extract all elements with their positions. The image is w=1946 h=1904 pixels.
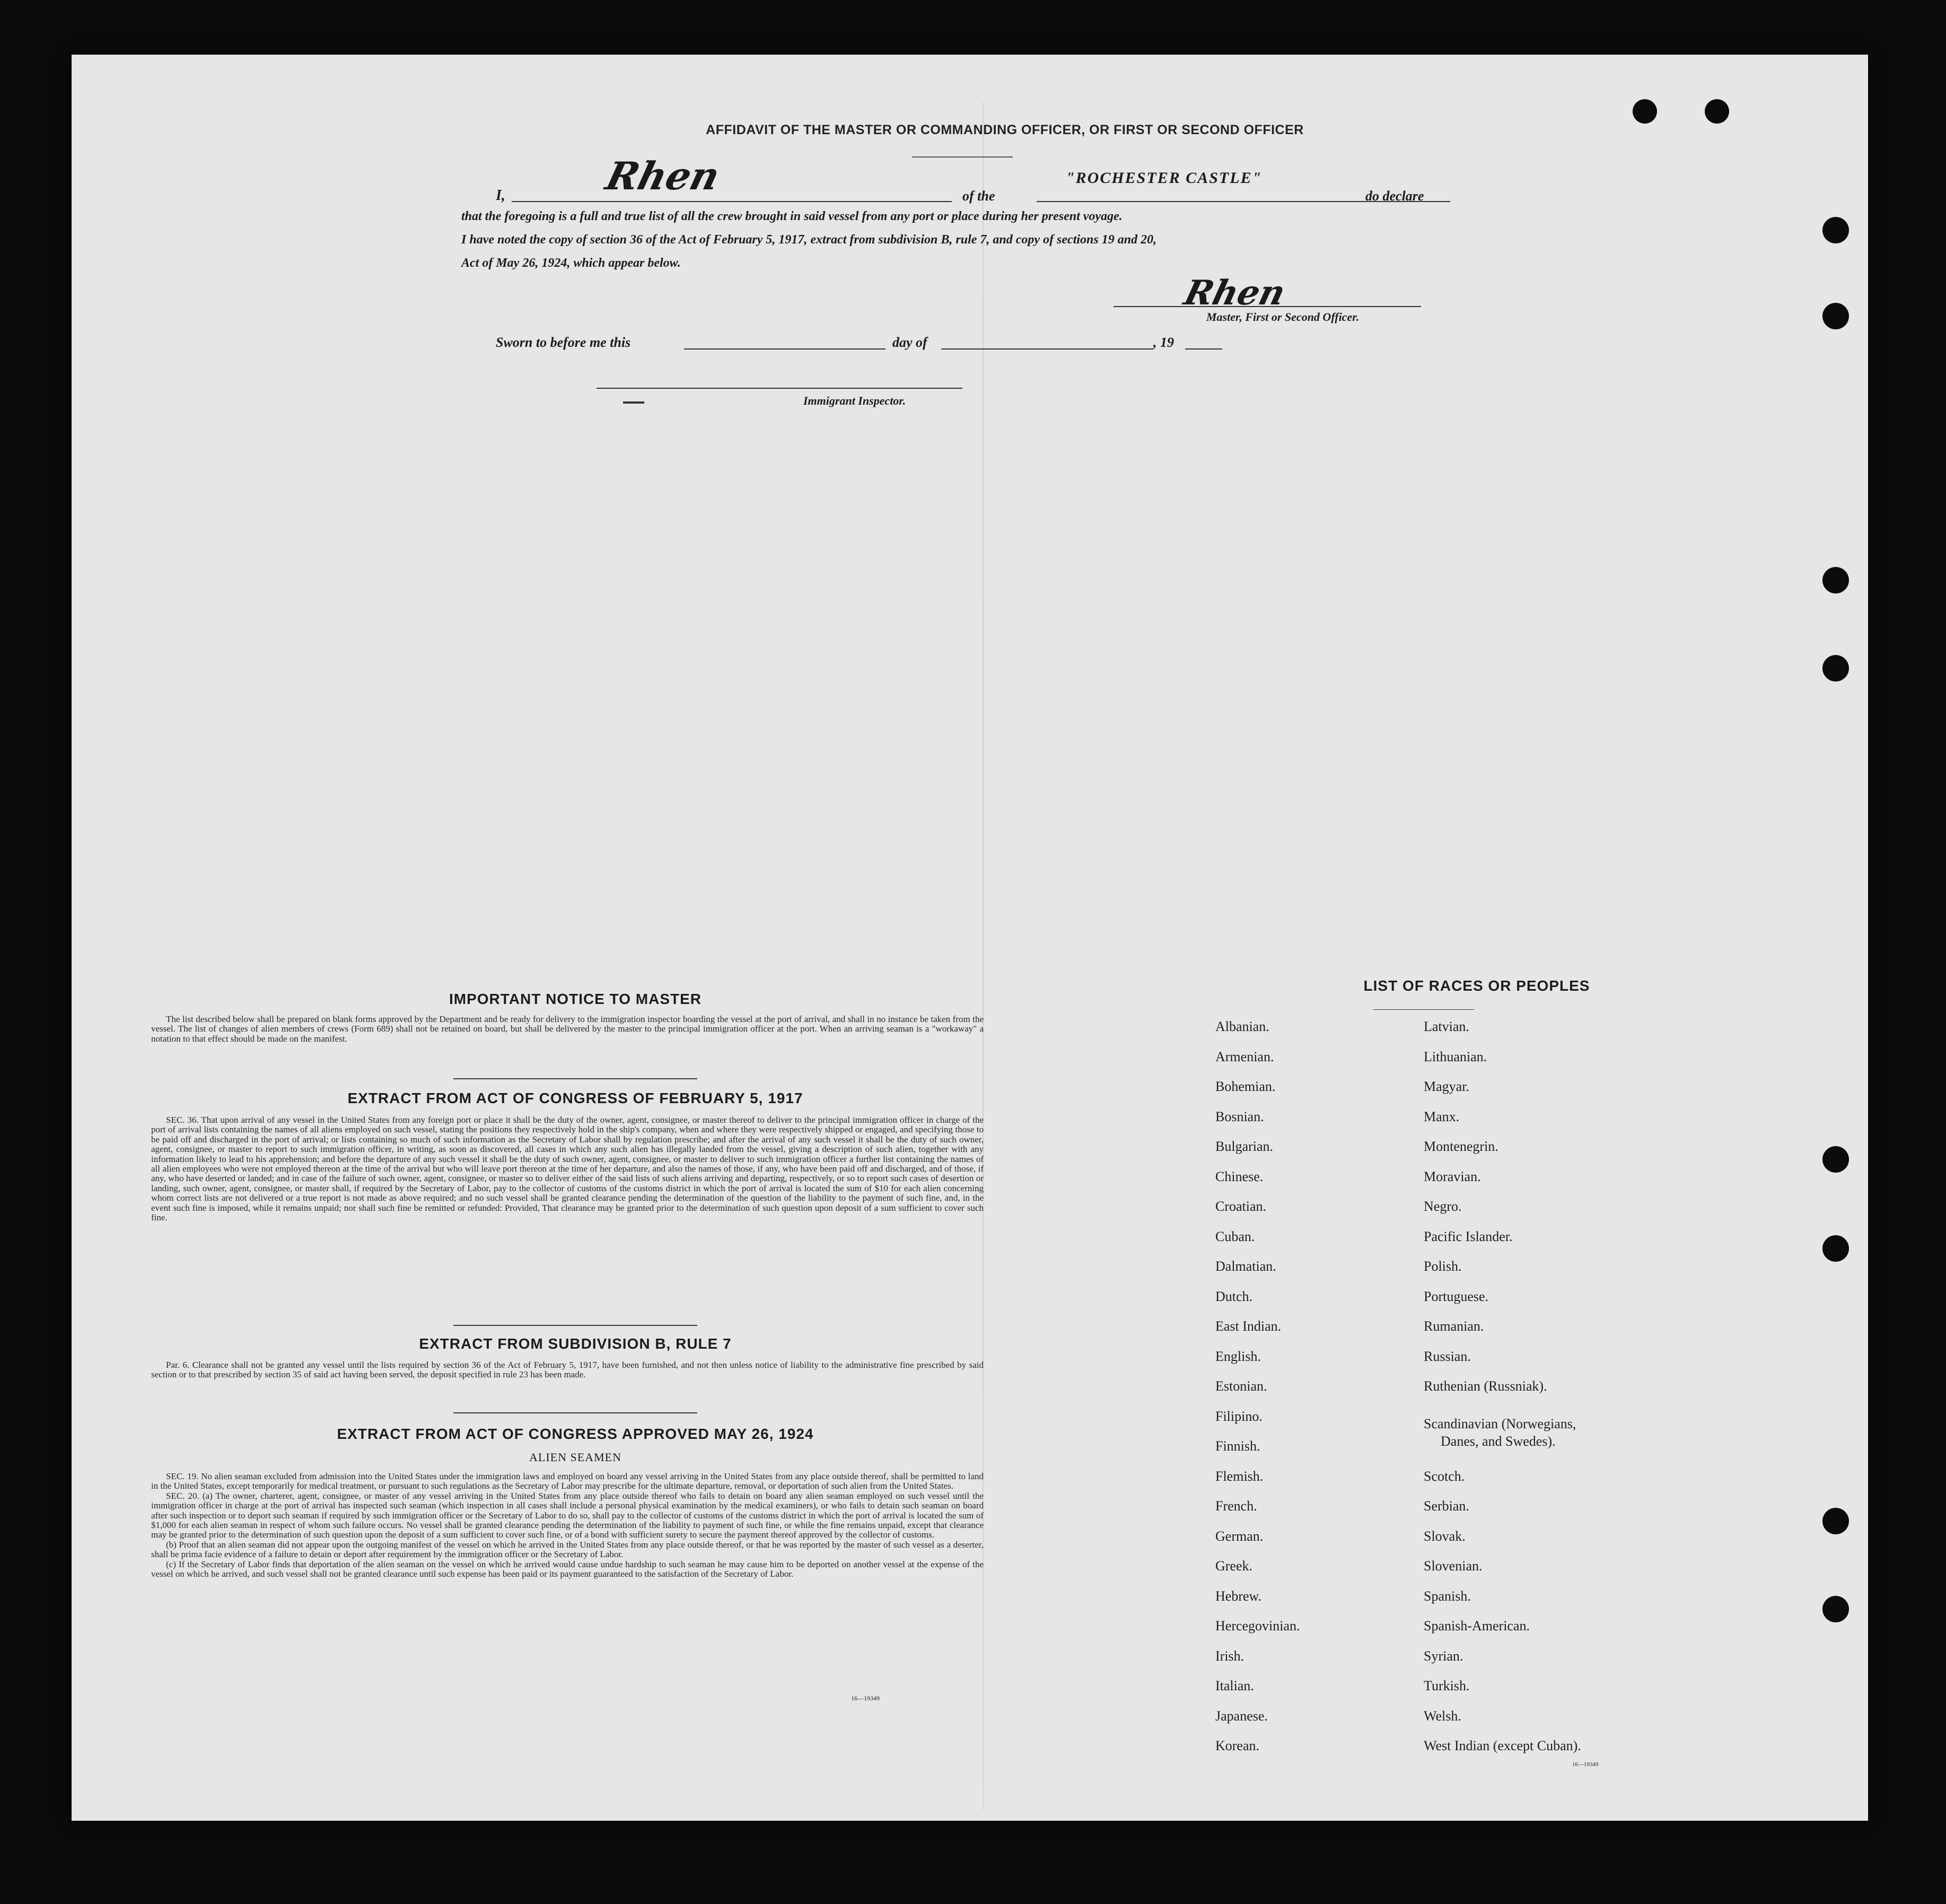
punch-hole <box>1822 1596 1849 1622</box>
race-item: Hebrew. <box>1215 1588 1262 1604</box>
race-item: Filipino. <box>1215 1408 1263 1424</box>
sworn-year-line <box>1185 348 1222 350</box>
divider <box>453 1412 697 1413</box>
race-item: Polish. <box>1424 1259 1462 1274</box>
race-item: Korean. <box>1215 1738 1260 1753</box>
inspector-mark <box>623 401 644 404</box>
of-the-label: of the <box>962 188 995 204</box>
race-item: Greek. <box>1215 1558 1253 1574</box>
race-item: Lithuanian. <box>1424 1049 1487 1064</box>
race-item: Bosnian. <box>1215 1108 1264 1124</box>
race-item: Estonian. <box>1215 1378 1267 1394</box>
extract-1917-paragraph: SEC. 36. That upon arrival of any vessel in the United States from any foreign port or place it shall be the duty of the owner, agent, consignee, or master thereof to deliver to the principal immigration officer in charge of the port of arrival lists containing the names of all aliens employed on such vessel, stating the positions they respectively hold in the ship's company, when and where they were respectively shipped or engaged, and specifying those to be paid off and discharged in the port of arrival; or lists containing so much of such information as the Secretary of Labor shall by regulation prescribe; and after the arrival of any such vessel it shall be the duty of such owner, agent, consignee, or master to report to such immigration officer, in writing, as soon as discovered, all cases in which any such alien has illegally landed from the vessel, giving a description of such alien, together with any information likely to lead to his apprehension; and before the departure of any such vessel it shall be the duty of such owner, agent, consignee, or master to deliver to such immigration officer a further list containing the names of all alien employees who were not employed thereon at the time of the arrival but who will leave port thereon at the time of her departure, and also the names of those, if any, who have been paid off and discharged, and of those, if any, who have deserted or landed; and in case of the failure of such owner, agent, consignee, or master so to deliver either of the said lists of such aliens arriving and departing, respectively, or so to report such cases of desertion or landing, such owner, agent, consignee, or master shall, if required by the Secretary of Labor, pay to the collector of customs of the customs district in which the port of arrival is located the sum of $10 for each alien concerning whom correct lists are not delivered or a true report is not made as above required; and no such vessel shall be granted clearance pending the determination of the question of the liability to the payment of such fine, and, in the event such fine is imposed, while it remains unpaid; nor shall such fine be remitted or refunded: Provided, That clearance may be granted prior to the determination of such question upon deposit of a sum sufficient to cover such fine. <box>151 1115 984 1223</box>
notice-paragraph: The list described below shall be prepared on blank forms approved by the Department and be ready for delivery to the immigration inspector boarding the vessel at the port of arrival, and shall in no instance be taken from the vessel. The list of changes of alien members of crews (Form 689) shall not be retained on board, but shall be delivered by the master to the principal immigration officer at the port. When an arriving seaman is a "workaway" a notation to that effect should be made on the manifest. <box>151 1014 984 1044</box>
extract-1924-text <box>151 1472 984 1579</box>
extract-rule7-paragraph: Par. 6. Clearance shall not be granted any vessel until the lists required by section 36 of the Act of February 5, 1917, have been furnished, and not then unless notice of liability to the administrative fine prescribed by said section or to that prescribed by section 35 of said act having been served, the deposit specified in rule 23 has been made. <box>151 1360 984 1380</box>
sworn-month-line <box>941 348 1153 350</box>
affidavit-body-2: I have noted the copy of section 36 of the Act of February 5, 1917, extract from subdivision B, rule 7, and copy of sections 19 and 20, <box>461 233 1157 247</box>
race-item: Cuban. <box>1215 1228 1255 1244</box>
day-of-label: day of <box>892 335 927 350</box>
race-item: Rumanian. <box>1424 1318 1484 1334</box>
signature-top: Rhen <box>601 153 724 198</box>
race-item: Japanese. <box>1215 1708 1268 1724</box>
extract-rule7-text <box>151 1360 984 1380</box>
punch-hole <box>1822 1146 1849 1173</box>
race-item: Turkish. <box>1424 1678 1470 1693</box>
race-item: Hercegovinian. <box>1215 1618 1300 1634</box>
race-item: Finnish. <box>1215 1438 1260 1454</box>
sec-20c-paragraph: (c) If the Secretary of Labor finds that deportation of the alien seaman on the vessel on which he arrived would cause undue hardship to such seaman he may cause him to be deported on another vessel at the expense of the vessel on which he arrived, and such vessel shall not be granted clearance until such expense has been paid or its payment guaranteed to the satisfaction of the Secretary of Labor. <box>151 1559 984 1579</box>
sworn-label: Sworn to before me this <box>496 335 631 350</box>
divider <box>453 1325 697 1326</box>
race-item: Manx. <box>1424 1108 1460 1124</box>
race-item: Pacific Islander. <box>1424 1228 1513 1244</box>
affidavit-body-3: Act of May 26, 1924, which appear below. <box>461 256 681 270</box>
form-number-left: 16—19349 <box>851 1695 880 1702</box>
document-page <box>72 55 1868 1821</box>
punch-hole <box>1822 217 1849 243</box>
race-item: Bohemian. <box>1215 1079 1276 1094</box>
races-heading: LIST OF RACES OR PEOPLES <box>1363 977 1590 994</box>
affidavit-title: AFFIDAVIT OF THE MASTER OR COMMANDING OFFICER, OR FIRST OR SECOND OFFICER <box>706 123 1304 137</box>
name-line <box>512 201 952 202</box>
race-item: Latvian. <box>1424 1019 1469 1034</box>
inspector-line <box>597 388 962 389</box>
race-item: Welsh. <box>1424 1708 1461 1724</box>
punch-hole <box>1633 99 1657 124</box>
race-item: Dalmatian. <box>1215 1259 1276 1274</box>
affidavit-body-1: that the foregoing is a full and true list of all the crew brought in said vessel from any port or place during her present voyage. <box>461 209 1123 223</box>
punch-hole <box>1822 1235 1849 1262</box>
punch-hole <box>1822 303 1849 329</box>
notice-text <box>151 1015 984 1044</box>
do-declare-label: do declare <box>1365 188 1424 204</box>
extract-1917-text <box>151 1115 984 1222</box>
race-item-continuation: Danes, and Swedes). <box>1441 1434 1556 1449</box>
year-prefix: , 19 <box>1153 335 1174 350</box>
race-item: Croatian. <box>1215 1199 1267 1214</box>
race-item: East Indian. <box>1215 1318 1282 1334</box>
i-label: I, <box>496 187 505 204</box>
race-item: Slovak. <box>1424 1528 1466 1544</box>
notice-heading: IMPORTANT NOTICE TO MASTER <box>449 991 702 1007</box>
signature-caption: Master, First or Second Officer. <box>1206 310 1360 324</box>
race-item: Portuguese. <box>1424 1288 1489 1304</box>
sec-20b-paragraph: (b) Proof that an alien seaman did not appear upon the outgoing manifest of the vessel on which he arrived in the United States from any place outside thereof, or that he was reported by the master of such vessel as a deserter, shall be prima facie evidence of a failure to detain or deport after requirement by the immigration officer or the Secretary of Labor. <box>151 1539 984 1560</box>
race-item: Scandinavian (Norwegians, <box>1424 1416 1576 1431</box>
race-item: Negro. <box>1424 1199 1462 1214</box>
race-item: Italian. <box>1215 1678 1254 1693</box>
form-number-right: 16—19349 <box>1572 1761 1599 1768</box>
race-item: Chinese. <box>1215 1168 1264 1184</box>
race-item: Albanian. <box>1215 1019 1269 1034</box>
race-item: Scotch. <box>1424 1468 1465 1484</box>
title-underline <box>912 156 1013 158</box>
race-item: Syrian. <box>1424 1648 1463 1664</box>
sec-20a-paragraph: SEC. 20. (a) The owner, charterer, agent, consignee, or master of any vessel arriving in the United States from any place outside thereof who fails to detain on board any alien seaman employed on such vessel until the immigration officer in charge at the port of arrival has inspected such seaman (which inspection in all cases shall include a personal physical examination by the medical examiners), or who fails to detain such seaman on board after such inspection or to deport such seaman if required by such immigration officer or the Secretary of Labor to do so, shall pay to the collector of customs of the customs district in which the port of arrival is located the sum of $1,000 for each alien seaman in respect of whom such failure occurs. No vessel shall be granted clearance pending the determination of the liability to payment of such fine, or while the fine remains unpaid, except that clearance may be granted prior to the determination of such question upon the deposit of a sum sufficient to cover such fine, or of a bond with sufficient surety to secure the payment thereof approved by the collector of customs. <box>151 1490 984 1540</box>
divider <box>453 1078 697 1079</box>
race-item: Armenian. <box>1215 1049 1274 1064</box>
extract-1917-heading: EXTRACT FROM ACT OF CONGRESS OF FEBRUARY 5, 1917 <box>347 1090 803 1106</box>
race-item: West Indian (except Cuban). <box>1424 1738 1581 1753</box>
signature-bottom: Rhen <box>1180 273 1290 313</box>
sec-19-paragraph: SEC. 19. No alien seaman excluded from admission into the United States under the immigration laws and employed on board any vessel arriving in the United States from any place outside thereof, shall be permitted to land in the United States, except temporarily for medical treatment, or pursuant to such regulations as the Secretary of Labor may prescribe for the ultimate departure, removal, or deportation of such alien from the United States. <box>151 1471 984 1491</box>
vessel-name: "ROCHESTER CASTLE" <box>1066 169 1263 187</box>
punch-hole <box>1822 655 1849 682</box>
race-item: Irish. <box>1215 1648 1244 1664</box>
sworn-day-line <box>684 348 886 350</box>
punch-hole <box>1705 99 1729 124</box>
signature-line <box>1114 306 1421 307</box>
race-item: German. <box>1215 1528 1264 1544</box>
punch-hole <box>1822 567 1849 593</box>
race-item: Bulgarian. <box>1215 1139 1274 1154</box>
race-item: Magyar. <box>1424 1079 1469 1094</box>
race-item: French. <box>1215 1498 1257 1514</box>
extract-1924-heading: EXTRACT FROM ACT OF CONGRESS APPROVED MAY 26, 1924 <box>337 1426 814 1442</box>
race-item: Montenegrin. <box>1424 1139 1498 1154</box>
race-item: Flemish. <box>1215 1468 1264 1484</box>
race-item: Russian. <box>1424 1348 1471 1364</box>
alien-seamen-subheading: ALIEN SEAMEN <box>529 1451 621 1464</box>
inspector-caption: Immigrant Inspector. <box>803 394 906 407</box>
punch-hole <box>1822 1508 1849 1534</box>
race-item: English. <box>1215 1348 1261 1364</box>
race-item: Spanish. <box>1424 1588 1471 1604</box>
races-underline <box>1373 1009 1474 1010</box>
race-item: Spanish-American. <box>1424 1618 1530 1634</box>
race-item: Moravian. <box>1424 1168 1481 1184</box>
extract-rule7-heading: EXTRACT FROM SUBDIVISION B, RULE 7 <box>419 1335 732 1352</box>
race-item: Ruthenian (Russniak). <box>1424 1378 1547 1394</box>
race-item: Serbian. <box>1424 1498 1469 1514</box>
race-item: Slovenian. <box>1424 1558 1483 1574</box>
race-item: Dutch. <box>1215 1288 1253 1304</box>
